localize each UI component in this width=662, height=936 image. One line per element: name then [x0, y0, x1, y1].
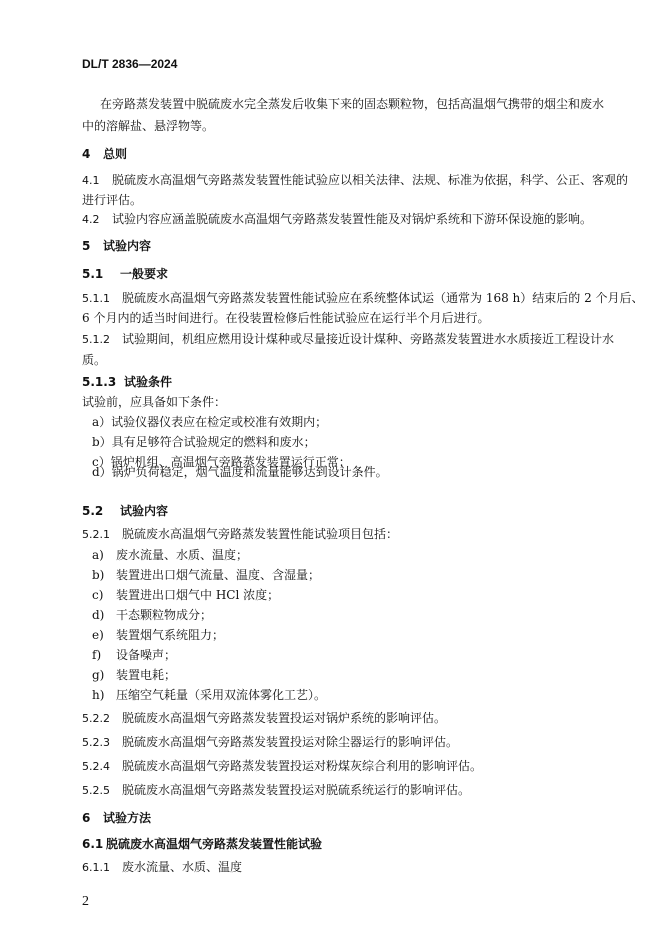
list-item: c）锅炉机组、高温烟气旁路蒸发装置运行正常； — [92, 455, 351, 469]
list-marker: h) — [92, 688, 105, 702]
clause-text: 脱硫废水高温烟气旁路蒸发装置投运对除尘器运行的影响评估。 — [122, 735, 459, 749]
subsection-title: 一般要求 — [120, 267, 169, 281]
section-number: 6 — [82, 811, 91, 825]
clause-number: 4.1 — [82, 174, 100, 187]
clause-number: 5.1.3 — [82, 375, 117, 389]
clause-text: 进行评估。 — [82, 193, 143, 207]
list-item: 干态颗粒物成分； — [116, 608, 213, 622]
clause-text: 质。 — [82, 353, 107, 367]
clause-text: 试验前，应具备如下条件： — [82, 395, 227, 409]
clause-title: 试验条件 — [124, 375, 173, 389]
clause-text: 脱硫废水高温烟气旁路蒸发装置投运对脱硫系统运行的影响评估。 — [122, 783, 471, 797]
subsection-number: 5.2 — [82, 504, 104, 518]
list-item: 装置进出口烟气中 HCl 浓度； — [116, 588, 280, 602]
list-item: a）试验仪器仪表应在检定或校准有效期内； — [92, 415, 328, 429]
list-marker: d) — [92, 608, 105, 622]
clause-number: 5.2.2 — [82, 712, 110, 725]
list-marker: g) — [92, 668, 105, 682]
section-number: 4 — [82, 147, 91, 161]
subsection-number: 5.1 — [82, 267, 104, 281]
section-title: 试验方法 — [103, 811, 152, 825]
subsection-title: 脱硫废水高温烟气旁路蒸发装置性能试验 — [106, 837, 323, 851]
clause-number: 5.1.1 — [82, 292, 110, 305]
clause-number: 5.2.1 — [82, 528, 110, 541]
clause-number: 5.2.5 — [82, 784, 110, 797]
paragraph-line: 在旁路蒸发装置中脱硫废水完全蒸发后收集下来的固态颗粒物，包括高温烟气携带的烟尘和废水 — [100, 97, 605, 111]
list-item: 装置进出口烟气流量、温度、含湿量； — [116, 568, 321, 582]
page-number: 2 — [82, 894, 89, 909]
clause-number: 6.1.1 — [82, 861, 110, 874]
section-title: 试验内容 — [103, 239, 152, 253]
list-marker: b) — [92, 568, 105, 582]
list-marker: a) — [92, 548, 104, 562]
clause-number: 4.2 — [82, 213, 100, 226]
list-marker: e) — [92, 628, 104, 642]
list-item: 设备噪声； — [116, 648, 177, 662]
section-number: 5 — [82, 239, 91, 253]
list-item: 压缩空气耗量（采用双流体雾化工艺）。 — [116, 688, 327, 702]
list-item: d）锅炉负荷稳定，烟气温度和流量能够达到设计条件。 — [92, 465, 388, 479]
list-item: b）具有足够符合试验规定的燃料和废水； — [92, 435, 316, 449]
clause-text: 脱硫废水高温烟气旁路蒸发装置性能试验应以相关法律、法规、标准为依据，科学、公正、客观的 — [112, 173, 629, 187]
list-marker: f) — [92, 648, 102, 662]
clause-number: 5.2.4 — [82, 760, 110, 773]
paragraph-line: 中的溶解盐、悬浮物等。 — [82, 119, 215, 133]
section-title: 总则 — [103, 147, 128, 161]
clause-number: 5.2.3 — [82, 736, 110, 749]
clause-text: 6 个月内的适当时间进行。在役装置检修后性能试验应在运行半个月后进行。 — [82, 311, 490, 325]
list-item: 装置电耗； — [116, 668, 177, 682]
list-item: 废水流量、水质、温度； — [116, 548, 249, 562]
subsection-number: 6.1 — [82, 837, 104, 851]
list-marker: c) — [92, 588, 104, 602]
clause-text: 试验期间，机组应燃用设计煤种或尽量接近设计煤种、旁路蒸发装置进水水质接近工程设计水 — [122, 332, 615, 346]
list-item: 装置烟气系统阻力； — [116, 628, 225, 642]
clause-text: 脱硫废水高温烟气旁路蒸发装置性能试验项目包括： — [122, 527, 399, 541]
clause-text: 脱硫废水高温烟气旁路蒸发装置投运对锅炉系统的影响评估。 — [122, 711, 447, 725]
clause-text: 脱硫废水高温烟气旁路蒸发装置投运对粉煤灰综合利用的影响评估。 — [122, 759, 483, 773]
clause-text: 废水流量、水质、温度 — [122, 860, 243, 874]
clause-text: 试验内容应涵盖脱硫废水高温烟气旁路蒸发装置性能及对锅炉系统和下游环保设施的影响。 — [112, 212, 593, 226]
clause-text: 脱硫废水高温烟气旁路蒸发装置性能试验应在系统整体试运（通常为 168 h）结束后的 2 个月后、 — [122, 291, 644, 305]
document-code: DL/T 2836—2024 — [82, 57, 178, 71]
clause-number: 5.1.2 — [82, 333, 110, 346]
subsection-title: 试验内容 — [120, 504, 169, 518]
